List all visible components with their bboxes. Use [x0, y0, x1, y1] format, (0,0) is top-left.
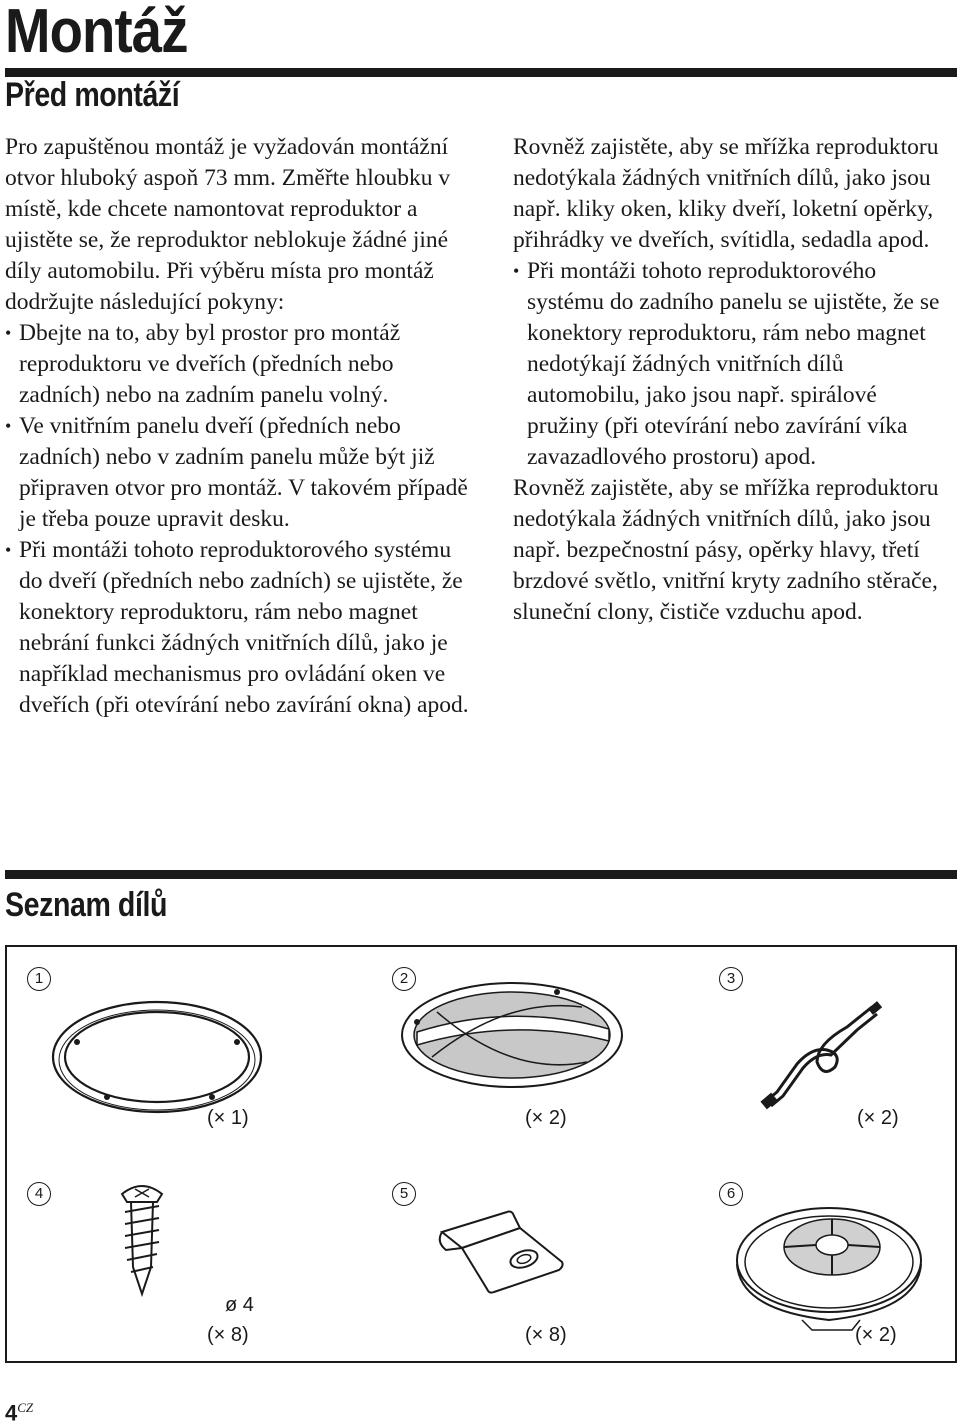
part-number: 1 — [27, 967, 51, 991]
part-size: ø 4 — [225, 1294, 254, 1316]
section-heading-before-install: Před montáží — [5, 76, 180, 114]
page-title: Montáž — [5, 0, 188, 66]
page-number-value: 4 — [5, 1400, 18, 1426]
intro-paragraph: Pro zapuštěnou montáž je vyžadován montážní otvor hluboký aspoň 73 mm. Změřte hloubku v místě, kde chcete namontovat reproduktor a ujistěte se, že reproduktor neblokuje žádné jiné díly automobilu. Při výběru místa pro montáž dodržujte následující pokyny: — [5, 134, 451, 315]
language-code: CZ — [17, 1400, 34, 1415]
spring-nut-clip-icon — [432, 1202, 572, 1302]
part-number: 5 — [392, 1182, 416, 1206]
part-number: 2 — [392, 967, 416, 991]
bullet-text: Ve vnitřním panelu dveří (předních nebo zadních) nebo v zadním panelu může být již připraven otvor pro montáž. V takovém případě je třeba pouze upravit desku. — [19, 413, 468, 532]
speaker-unit-icon — [732, 1202, 927, 1332]
section-heading-parts-list: Seznam dílů — [5, 886, 168, 924]
list-item: • Při montáži tohoto reproduktorového systému do zadního panelu se ujistěte, že se konektory reproduktoru, rám nebo magnet nedotýkají žádných vnitřních dílů automobilu, jako jsou např. spirálové pružiny (při otevírání nebo zavírání víka zavazadlového prostoru) apod. — [513, 258, 940, 470]
part-number: 4 — [27, 1182, 51, 1206]
right-column — [513, 132, 953, 628]
part-quantity: (× 2) — [525, 1107, 567, 1129]
bullet-text: Při montáži tohoto reproduktorového systému do zadního panelu se ujistěte, že se konektory reproduktoru, rám nebo magnet nedotýkají žádných vnitřních dílů automobilu, jako jsou např. spirálové pružiny (při otevírání nebo zavírání víka zavazadlového prostoru) apod. — [527, 258, 940, 470]
speaker-grille-icon — [397, 977, 627, 1097]
part-quantity: (× 1) — [207, 1107, 249, 1129]
speaker-cord-icon — [757, 992, 887, 1112]
grille-paragraph: Rovněž zajistěte, aby se mřížka reproduktoru nedotýkala žádných vnitřních dílů, jako jsou např. kliky oken, kliky dveří, loketní opěrky, přihrádky ve dveřích, svítidla, sedadla apod. — [513, 134, 939, 253]
list-item: • Při montáži tohoto reproduktorového systému do dveří (předních nebo zadních) se ujistěte, že konektory reproduktoru, rám nebo magnet nebrání funkci žádných vnitřních dílů, jako je například mechanismus pro ovládání oken ve dveřích (při otevírání nebo zavírání okna) apod. — [5, 537, 469, 718]
part-quantity: (× 2) — [855, 1324, 897, 1346]
grille-paragraph-2: Rovněž zajistěte, aby se mřížka reproduktoru nedotýkala žádných vnitřních dílů, jako jsou např. bezpečnostní pásy, opěrky hlavy, třetí brzdové světlo, vnitřní kryty zadního stěrače, sluneční clony, čističe vzduchu apod. — [513, 475, 939, 625]
part-quantity: (× 8) — [525, 1324, 567, 1346]
parts-box — [5, 945, 957, 1363]
list-item: • Dbejte na to, aby byl prostor pro montáž reproduktoru ve dveřích (předních nebo zadních) nebo na zadním panelu volný. — [5, 320, 401, 408]
bullet-text: Při montáži tohoto reproduktorového systému do dveří (předních nebo zadních) se ujistěte, že konektory reproduktoru, rám nebo magnet nebrání funkci žádných vnitřních dílů, jako je například mechanismus pro ovládání oken ve dveřích (při otevírání nebo zavírání okna) apod. — [19, 537, 469, 718]
screw-icon — [117, 1182, 167, 1302]
part-number: 3 — [719, 967, 743, 991]
bullet-text: Dbejte na to, aby byl prostor pro montáž reproduktoru ve dveřích (předních nebo zadních) nebo na zadním panelu volný. — [19, 320, 401, 408]
page-number — [5, 1400, 33, 1426]
part-quantity: (× 8) — [207, 1324, 249, 1346]
left-column — [5, 132, 470, 721]
part-quantity: (× 2) — [857, 1107, 899, 1129]
gasket-ring-icon — [47, 992, 267, 1122]
part-number: 6 — [719, 1182, 743, 1206]
list-item: • Ve vnitřním panelu dveří (předních nebo zadních) nebo v zadním panelu může být již připraven otvor pro montáž. V takovém případě je třeba pouze upravit desku. — [5, 413, 468, 532]
section-rule — [5, 870, 957, 879]
